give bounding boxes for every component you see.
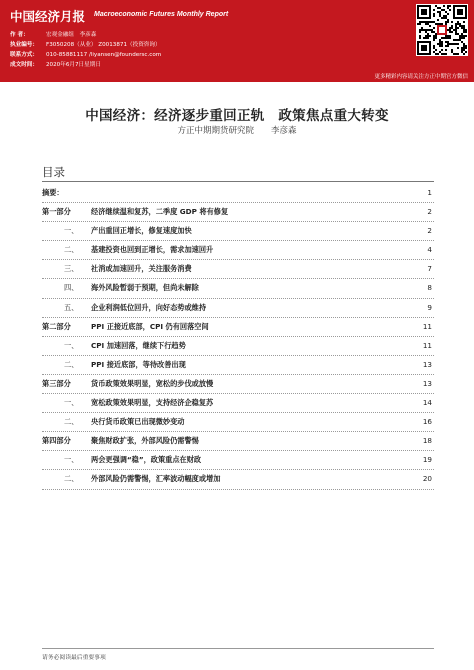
toc-entry-page: 4 (427, 245, 432, 255)
toc-entry-label: 一、 (64, 455, 79, 465)
toc-entry-label: 五、 (64, 302, 79, 312)
toc-entry-page: 13 (422, 359, 432, 369)
toc-entry-label: 四、 (64, 283, 79, 293)
meta-license-row: 执业编号： F3050208（从业） Z0013871（投资咨询） (10, 42, 161, 48)
toc-entry[interactable] (42, 318, 434, 337)
toc-entry-text: 央行货币政策已出现微妙变动 (91, 417, 185, 427)
toc-entry[interactable] (42, 222, 434, 241)
toc-entry-label: 二、 (64, 474, 79, 484)
toc-entry-page: 2 (427, 226, 432, 236)
toc-entry-page: 16 (422, 417, 432, 427)
toc-entry-page: 19 (422, 455, 432, 465)
toc-entry-text: 外部风险仍需警惕，汇率波动幅度或增加 (91, 474, 221, 484)
toc-entry-label: 一、 (64, 398, 79, 408)
toc-entry-text: 基建投资也回到正增长，需求加速回升 (91, 245, 214, 255)
toc-entry-text: 产出重回正增长，修复速度加快 (91, 226, 192, 236)
report-header (0, 0, 474, 82)
toc-entry-text: 经济继续温和复苏，二季度 GDP 将有修复 (91, 207, 229, 217)
toc-entry-text: PPI 正接近底部，CPI 仍有回落空间 (91, 321, 209, 331)
toc-entry-text: 海外风险暂弱于预期，但尚未解除 (91, 283, 199, 293)
toc-entry-text: 企业利润低位回升，向好态势或维持 (91, 302, 207, 312)
toc-entry[interactable] (42, 413, 434, 432)
toc-entry-label: 第一部分 (42, 207, 71, 217)
meta-contact-row: 联系方式： 010-85881117 /liyansen@foundersc.com (10, 52, 162, 58)
toc-entry-page: 20 (422, 474, 432, 484)
toc-entry-page: 2 (427, 207, 432, 217)
toc-entry-text: 聚焦财政扩张，外部风险仍需警惕 (91, 436, 199, 446)
meta-author-row: 作 者： 宏观金融组 李彦森 (10, 32, 97, 38)
toc-entry-page: 8 (427, 283, 432, 293)
toc-entry-page: 7 (427, 264, 432, 274)
toc-entry[interactable] (42, 394, 434, 413)
toc-entry[interactable] (42, 451, 434, 470)
document-author: 方正中期期货研究院 李彦森 (177, 126, 297, 136)
toc-entry-text: 两会更强调“稳”，政策重点在财政 (91, 455, 202, 465)
footer-divider (42, 648, 434, 649)
toc-entry[interactable] (42, 184, 434, 203)
toc-entry-text: PPI 接近底部，等待改善出现 (91, 359, 186, 369)
toc-entry-page: 9 (427, 302, 432, 312)
toc-entry[interactable] (42, 260, 434, 279)
toc-entry[interactable] (42, 432, 434, 451)
author-meta (10, 30, 161, 70)
toc-entry[interactable] (42, 299, 434, 318)
toc-entry[interactable] (42, 241, 434, 260)
toc-entry-label: 一、 (64, 226, 79, 236)
toc-divider (42, 181, 434, 182)
toc-entry-label: 一、 (64, 340, 79, 350)
report-series-subtitle: Macroeconomic Futures Monthly Report (94, 11, 229, 18)
toc-entry-page: 14 (422, 398, 432, 408)
toc-entry-text: 宽松政策效果明显，支持经济企稳复苏 (91, 398, 214, 408)
toc-entry[interactable] (42, 337, 434, 356)
footer-disclaimer: 请务必阅读最后重要事项 (42, 655, 106, 661)
toc-entry-page: 1 (427, 188, 432, 197)
toc-entry-text: 货币政策效果明显，宽松的步伐或放慢 (91, 378, 214, 388)
toc-entry-text: CPI 加速回落，继续下行趋势 (91, 340, 186, 350)
toc-entry-label: 第三部分 (42, 378, 71, 388)
qr-code-icon (416, 4, 468, 56)
toc-entry-page: 18 (422, 436, 432, 446)
toc-entry-label: 第二部分 (42, 321, 71, 331)
meta-date-row: 成文时间： 2020年6月7日星期日 (10, 62, 101, 68)
toc-entry[interactable] (42, 279, 434, 298)
toc-entry[interactable] (42, 356, 434, 375)
document-title: 中国经济：经济逐步重回正轨 政策焦点重大转变 (85, 108, 389, 124)
report-series-title: 中国经济月报 (10, 9, 86, 24)
toc-entry-label: 二、 (64, 417, 79, 427)
toc-entry-label: 摘要： (42, 188, 64, 197)
toc-entry-page: 11 (422, 340, 432, 350)
toc-entry-label: 第四部分 (42, 436, 71, 446)
toc-heading: 目录 (42, 165, 65, 179)
toc-entry[interactable] (42, 203, 434, 222)
toc-entry-page: 13 (422, 378, 432, 388)
toc-entry-label: 二、 (64, 245, 79, 255)
toc-entry-label: 三、 (64, 264, 79, 274)
toc-entry-text: 社消或加速回升，关注服务消费 (91, 264, 192, 274)
toc-entry-label: 二、 (64, 359, 79, 369)
table-of-contents (42, 184, 434, 490)
toc-entry[interactable] (42, 375, 434, 394)
toc-entry-page: 11 (422, 321, 432, 331)
toc-entry[interactable] (42, 470, 434, 489)
wechat-tagline: 更多精彩内容请关注方正中期官方微信 (374, 74, 468, 80)
